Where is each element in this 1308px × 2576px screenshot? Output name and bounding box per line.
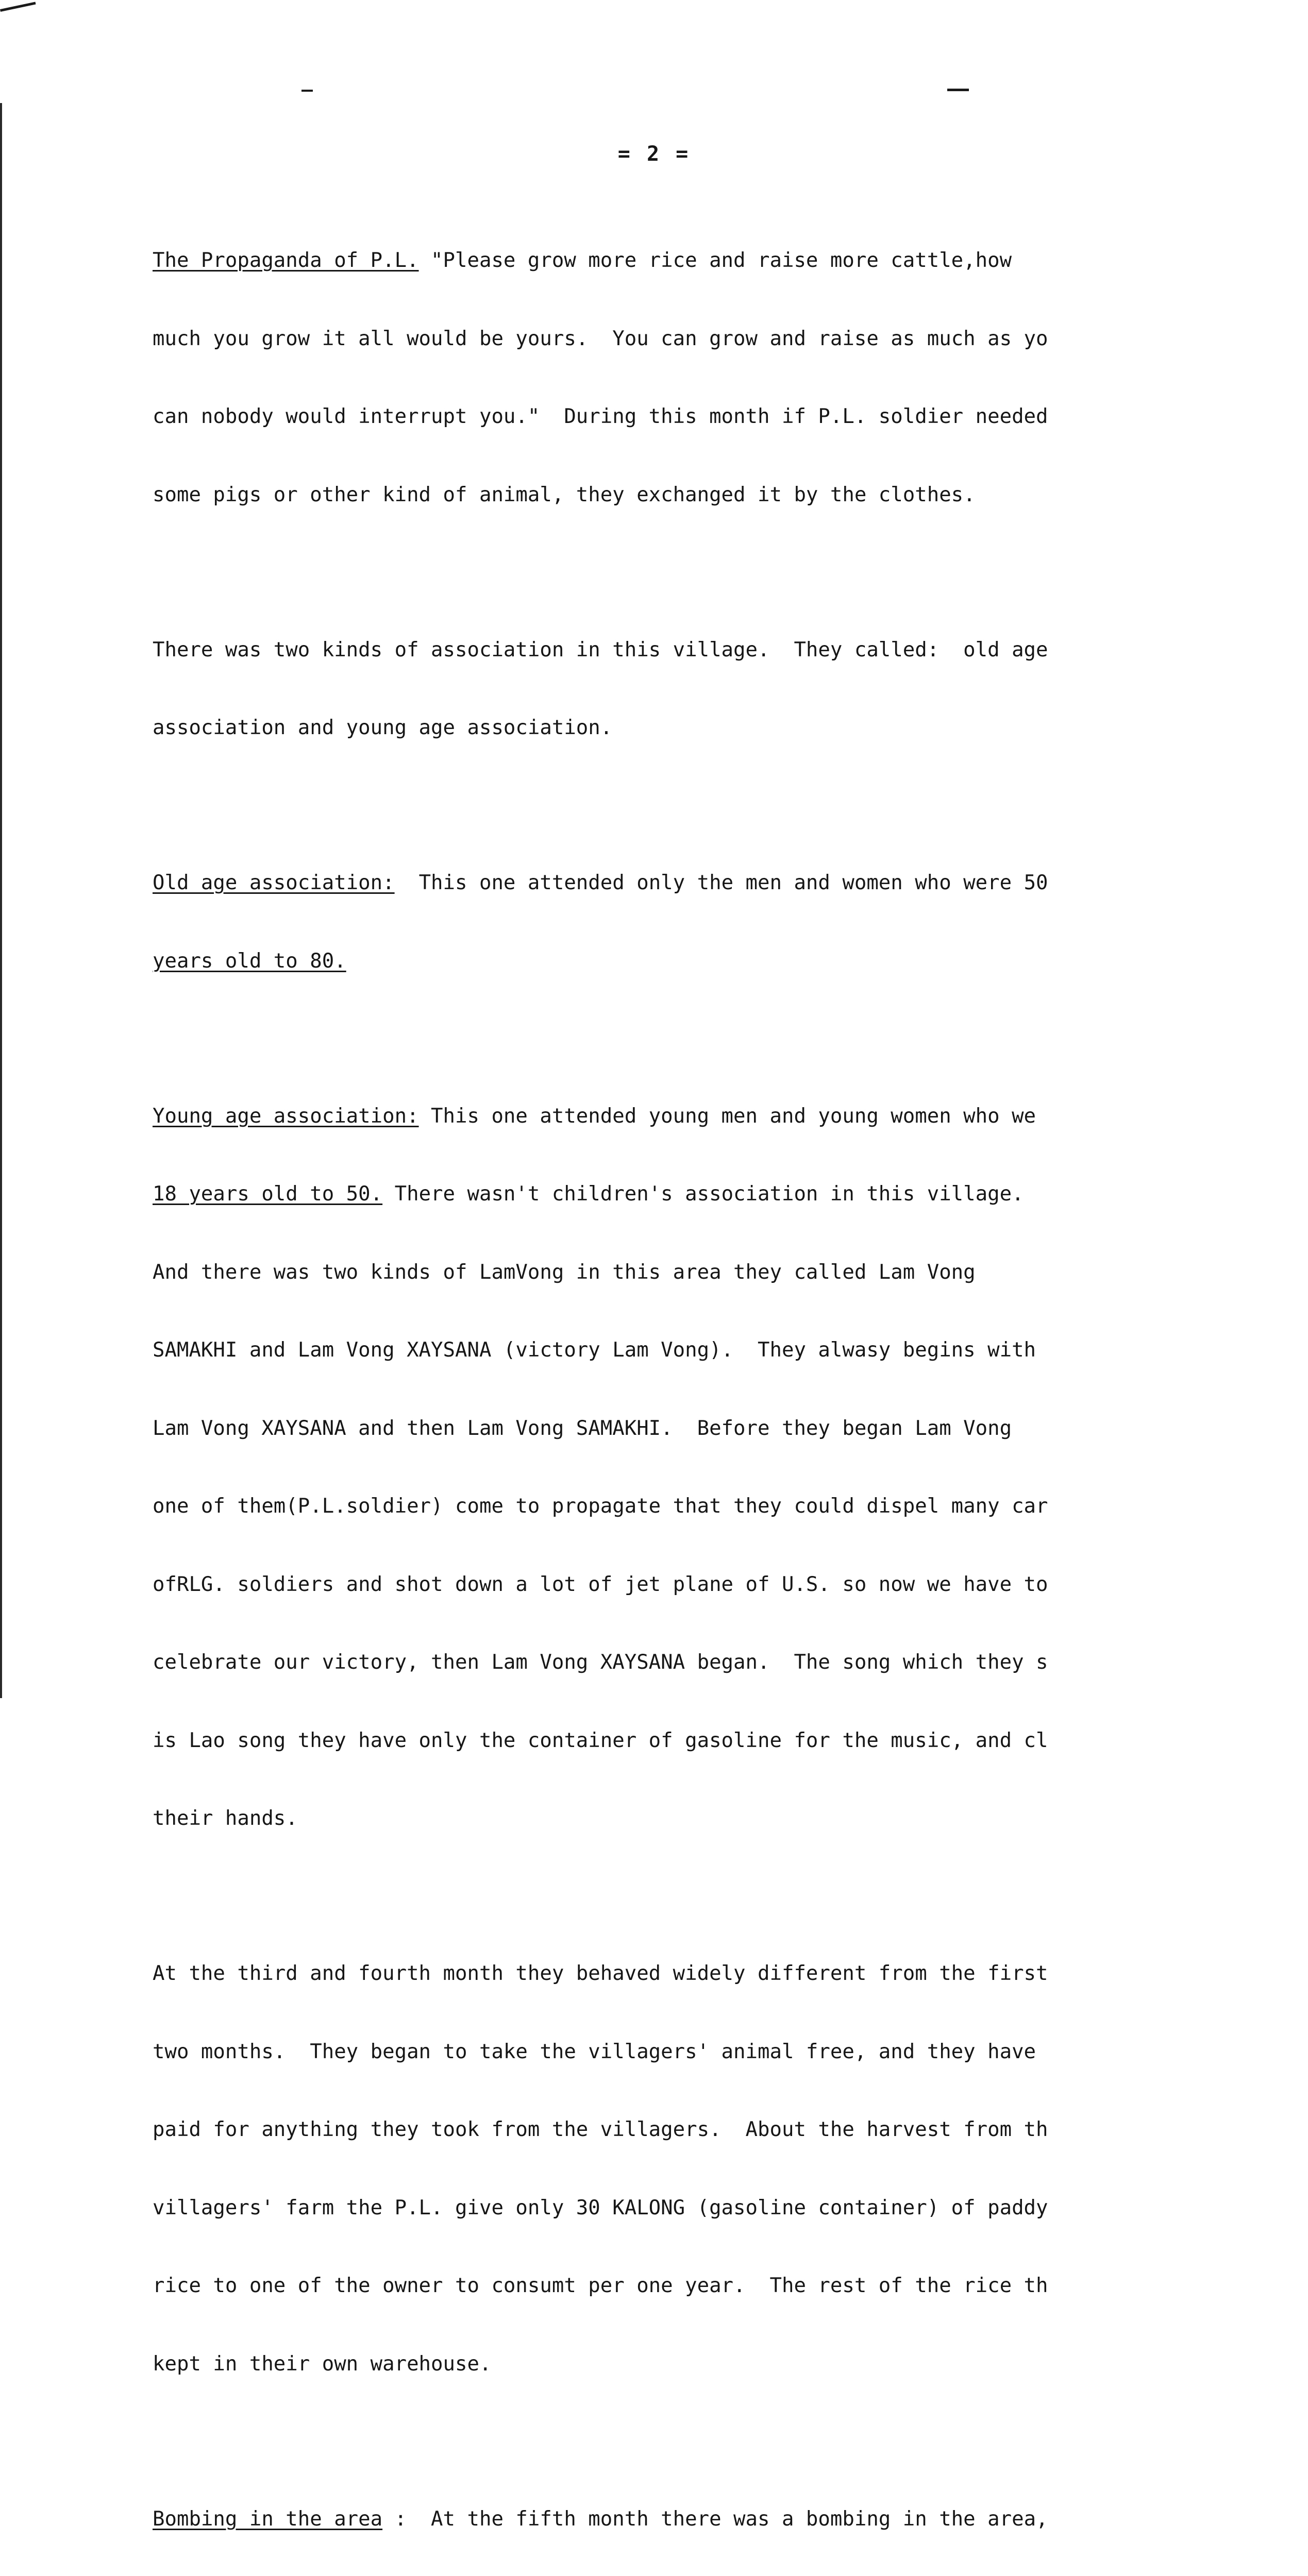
section-heading: Young age association: xyxy=(153,1105,419,1128)
text-line: At the third and fourth month they behaved widely different from the first xyxy=(153,1961,1106,1987)
text-line: 18 years old to 50. There wasn't children's association in this village. xyxy=(153,1181,1106,1208)
text-line: much you grow it all would be yours. You can grow and raise as much as yo xyxy=(153,326,1106,352)
text-line: some pigs or other kind of animal, they exchanged it by the clothes. xyxy=(153,482,1106,509)
text-line: villagers' farm the P.L. give only 30 KALONG (gasoline container) of paddy xyxy=(153,2195,1106,2222)
text-line: And there was two kinds of LamVong in this area they called Lam Vong xyxy=(153,1260,1106,1286)
paragraph-bombing xyxy=(153,2454,1106,2576)
text-line: one of them(P.L.soldier) come to propagate that they could dispel many car xyxy=(153,1494,1106,1520)
text-line: kept in their own warehouse. xyxy=(153,2351,1106,2378)
corner-scan-mark xyxy=(0,2,36,11)
section-heading: Old age association: xyxy=(153,871,395,894)
section-heading-continued: 18 years old to 50. xyxy=(153,1182,382,1206)
text-line: Lam Vong XAYSANA and then Lam Vong SAMAKHI. Before they began Lam Vong xyxy=(153,1416,1106,1442)
text-line: is Lao song they have only the container of gasoline for the music, and cl xyxy=(153,1728,1106,1754)
text-line: Young age association: This one attended young men and young women who we xyxy=(153,1104,1106,1130)
section-heading-continued: years old to 80. xyxy=(153,950,346,973)
paragraph-propaganda xyxy=(153,196,1106,560)
section-heading: The Propaganda of P.L. xyxy=(153,249,419,272)
paragraph-associations xyxy=(153,585,1106,793)
top-scan-mark-left xyxy=(301,90,313,92)
text-line: ofRLG. soldiers and shot down a lot of jet plane of U.S. so now we have to xyxy=(153,1572,1106,1598)
text-line: paid for anything they took from the villagers. About the harvest from th xyxy=(153,2117,1106,2143)
text-line: rice to one of the owner to consumt per one year. The rest of the rice th xyxy=(153,2273,1106,2299)
text-line: two months. They began to take the villagers' animal free, and they have xyxy=(153,2039,1106,2065)
text-line: Bombing in the area : At the fifth month there was a bombing in the area, xyxy=(153,2506,1106,2533)
section-heading: Bombing in the area xyxy=(153,2507,382,2531)
text-line: SAMAKHI and Lam Vong XAYSANA (victory Lam Vong). They alwasy begins with xyxy=(153,1337,1106,1364)
document-body xyxy=(153,196,1106,2576)
text-line: There was two kinds of association in this village. They called: old age xyxy=(153,637,1106,664)
text-line: association and young age association. xyxy=(153,715,1106,741)
text-line: celebrate our victory, then Lam Vong XAYSANA began. The song which they s xyxy=(153,1650,1106,1676)
paragraph-old-age-association xyxy=(153,818,1106,1026)
page-number: = 2 = xyxy=(0,142,1308,166)
text-line: The Propaganda of P.L. "Please grow more rice and raise more cattle,how xyxy=(153,248,1106,274)
text-line: their hands. xyxy=(153,1806,1106,1832)
text-line xyxy=(153,948,1106,975)
paragraph-young-age-association xyxy=(153,1052,1106,1884)
text-line: can nobody would interrupt you." During this month if P.L. soldier needed xyxy=(153,404,1106,430)
text-line: Old age association: This one attended only the men and women who were 50 xyxy=(153,870,1106,896)
binding-edge-line xyxy=(0,103,2,1698)
paragraph-third-fourth-month xyxy=(153,1909,1106,2429)
top-scan-mark-right xyxy=(947,89,969,91)
